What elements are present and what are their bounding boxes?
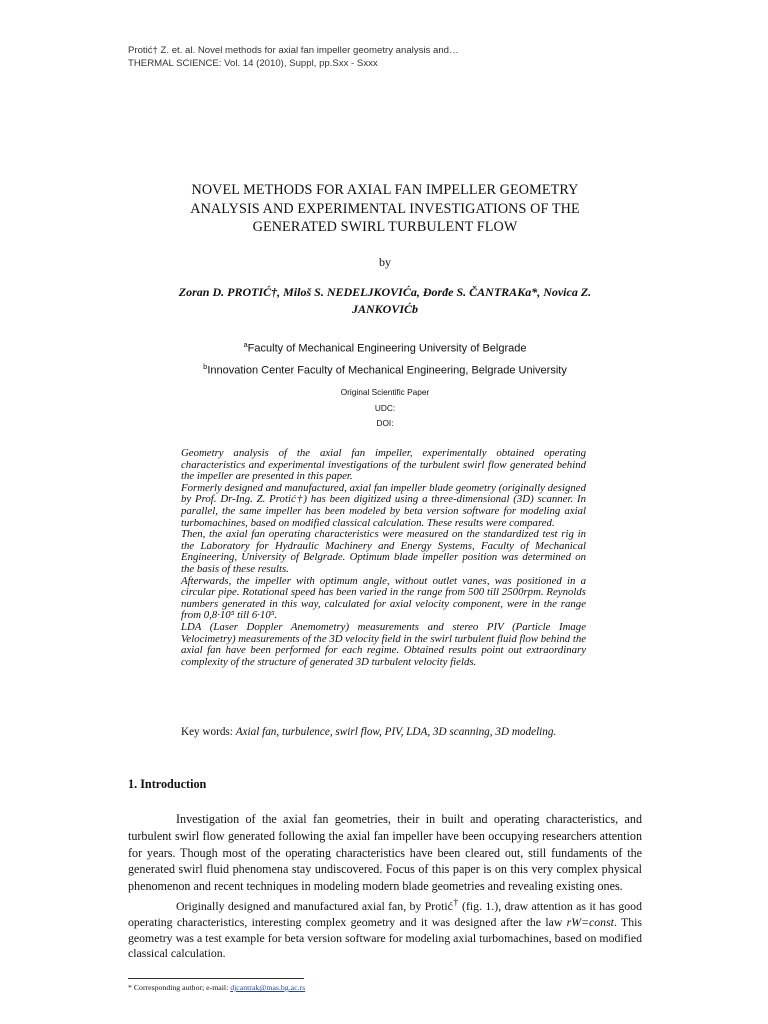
author-line: Zoran D. PROTIĆ†, Miloš S. NEDELJKOVIĆa, Đorđe S. ČANTRAKa*, Novica Z. [178, 285, 592, 299]
section-body [128, 811, 642, 962]
keywords-text: Axial fan, turbulence, swirl flow, PIV, LDA, 3D scanning, 3D modeling. [235, 726, 557, 738]
running-header-journal: THERMAL SCIENCE: Vol. 14 (2010), Suppl, pp.Sxx - Sxxx [128, 58, 378, 69]
abstract-paragraph: LDA (Laser Doppler Anemometry) measurements and stereo PIV (Particle Image Velocimetry) measurements of the 3D velocity field in the swirl turbulent fluid flow behind the axial fan have been performed for each regime. Obtained results point out extraordinary complexity of the structure of generated 3D turbulent velocity fields. [181, 620, 587, 668]
abstract-paragraph: Then, the axial fan operating characteristics were measured on the standardized test rig in the Laboratory for Hydraulic Machinery and Energy Systems, Faculty of Mechanical Engineering, University of Belgrade. Optimum blade impeller position was determined on the basis of these results. [181, 528, 586, 575]
affiliation-mark: a [243, 340, 248, 349]
paper-title [128, 181, 642, 237]
author-line: JANKOVIĆb [351, 302, 419, 316]
affiliation-mark: b [203, 361, 208, 371]
footnote [128, 983, 305, 992]
abstract-paragraph: Formerly designed and manufactured, axial fan impeller blade geometry (originally designed by Prof. Dr-Ing. Z. Protić†) has been digitized using a three-dimensional (3D) scanner. In parallel, the same impeller has been modeled by beta version software for modeling axial turbomachines, based on modified classical calculation. These results were compared. [181, 481, 586, 529]
footnote-divider [128, 978, 304, 979]
running-header [128, 44, 459, 70]
footnote-label: * Corresponding author; e-mail: [128, 983, 231, 992]
running-header-citation: Protić† Z. et. al. Novel methods for axial fan impeller geometry analysis and… [128, 45, 459, 56]
dagger-mark: † [452, 896, 459, 908]
section-heading: 1. Introduction [128, 777, 207, 791]
affiliation-text: Innovation Center Faculty of Mechanical Engineering, Belgrade University [207, 364, 567, 377]
abstract-paragraph: Afterwards, the impeller with optimum angle, without outlet vanes, was positioned in a circular pipe. Rotational speed has been varied in the range from 500 till 2500rpm. Reynolds numbers generated in this way, calculated for axial velocity component, were in the range from 0,8·10⁵ till 6·10⁵. [181, 574, 586, 622]
title-line: ANALYSIS AND EXPERIMENTAL INVESTIGATIONS OF THE [190, 200, 580, 217]
paper-meta [128, 385, 642, 432]
title-line: GENERATED SWIRL TURBULENT FLOW [252, 219, 518, 235]
title-line: NOVEL METHODS FOR AXIAL FAN IMPELLER GEOMETRY [191, 182, 579, 198]
body-text: (fig. 1.), draw attention as it has good operating characteristics, interesting complex geometry and it was designed after the law [128, 898, 642, 929]
body-paragraph [128, 895, 642, 962]
udc-label: UDC: [374, 402, 396, 413]
keywords-label: Key words: [181, 726, 233, 738]
doi-label: DOI: [376, 418, 394, 428]
author-list [128, 284, 642, 318]
abstract-paragraph: Geometry analysis of the axial fan impeller, experimentally obtained operating characteristics and experimental investigations of the turbulent swirl flow generated behind the impeller are presented in this paper. [181, 447, 586, 483]
body-paragraph: Investigation of the axial fan geometries, their in built and operating characteristics, and turbulent swirl flow generated following the axial fan impeller have been occupying researchers attention for years. Though most of the operating characteristics have been cleared out, still fundaments of the generated swirl fluid phenomena stay undiscovered. Focus of this paper is on this very complex physical phenomenon and recent techniques in modeling modern blade geometries and revealing existing ones. [128, 812, 642, 894]
body-text: Originally designed and manufactured axial fan, by Protić [176, 898, 453, 913]
keywords [181, 726, 586, 739]
email-link[interactable]: djcantrak@mas.bg.ac.rs [230, 983, 306, 992]
affiliation-text: Faculty of Mechanical Engineering University of Belgrade [247, 342, 527, 355]
abstract [181, 448, 586, 668]
law-formula: rW=const [566, 914, 614, 929]
affiliation-b [128, 358, 642, 380]
paper-type: Original Scientific Paper [340, 387, 430, 397]
affiliations [128, 336, 642, 379]
by-line: by [379, 255, 391, 269]
body-text: . This geometry was a test example for beta version software for modeling axial turbomachines, based on modified classical calculation. [128, 914, 642, 961]
affiliation-a [128, 336, 642, 358]
